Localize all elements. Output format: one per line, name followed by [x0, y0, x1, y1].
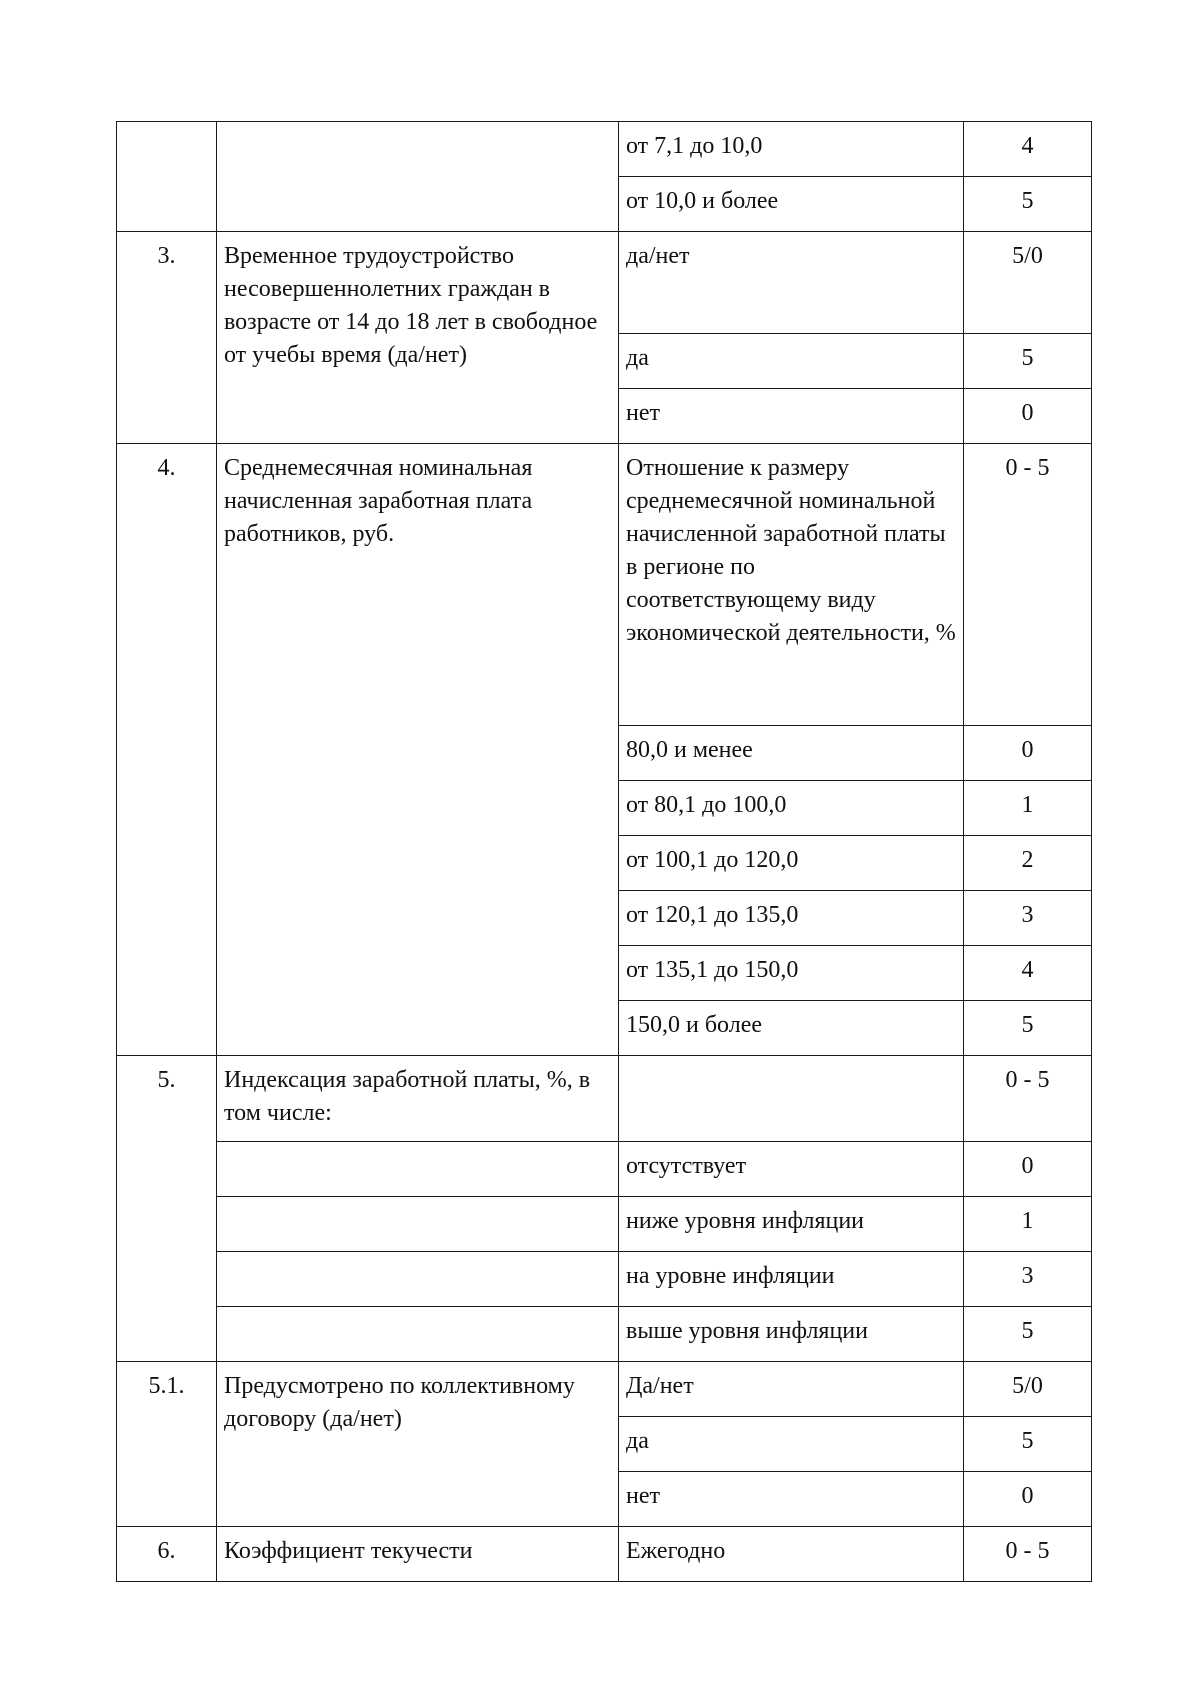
indicator-cell: Предусмотрено по коллективному договору (да/нет): [217, 1362, 619, 1527]
indicator-cell: [217, 1197, 619, 1252]
score-cell: 0 - 5: [964, 444, 1092, 726]
table-row: [117, 1307, 1092, 1362]
criterion-cell: да: [619, 1417, 964, 1472]
score-cell: 3: [964, 1252, 1092, 1307]
criterion-cell: Отношение к размеру среднемесячной номинальной начисленной заработной платы в регионе по соответствующему виду экономической деятельности, %: [619, 444, 964, 726]
criterion-cell: выше уровня инфляции: [619, 1307, 964, 1362]
table-row: [117, 232, 1092, 334]
score-cell: 5: [964, 177, 1092, 232]
criterion-cell: Ежегодно: [619, 1527, 964, 1582]
criterion-cell: отсутствует: [619, 1142, 964, 1197]
score-cell: 5/0: [964, 232, 1092, 334]
criterion-cell: [619, 1056, 964, 1142]
score-cell: 0 - 5: [964, 1056, 1092, 1142]
criterion-cell: от 7,1 до 10,0: [619, 122, 964, 177]
criterion-cell: 80,0 и менее: [619, 726, 964, 781]
score-cell: 0: [964, 1472, 1092, 1527]
criterion-cell: да/нет: [619, 232, 964, 334]
table-row: [117, 1056, 1092, 1142]
score-cell: 5: [964, 334, 1092, 389]
table-row: [117, 1252, 1092, 1307]
criterion-cell: Да/нет: [619, 1362, 964, 1417]
table-row: [117, 1197, 1092, 1252]
criterion-cell: от 120,1 до 135,0: [619, 891, 964, 946]
indicator-cell: Индексация заработной платы, %, в том числе:: [217, 1056, 619, 1142]
indicator-cell: [217, 1142, 619, 1197]
criterion-cell: 150,0 и более: [619, 1001, 964, 1056]
score-cell: 1: [964, 1197, 1092, 1252]
criterion-cell: от 100,1 до 120,0: [619, 836, 964, 891]
score-cell: 5: [964, 1417, 1092, 1472]
score-cell: 0: [964, 1142, 1092, 1197]
table-row: [117, 1527, 1092, 1582]
indicator-cell: [217, 1307, 619, 1362]
row-number-cell: 3.: [117, 232, 217, 444]
score-cell: 0: [964, 726, 1092, 781]
indicator-cell: [217, 122, 619, 232]
criterion-cell: от 80,1 до 100,0: [619, 781, 964, 836]
score-cell: 1: [964, 781, 1092, 836]
score-cell: 4: [964, 946, 1092, 1001]
row-number-cell: 6.: [117, 1527, 217, 1582]
criterion-cell: от 135,1 до 150,0: [619, 946, 964, 1001]
table-row: [117, 1362, 1092, 1417]
indicator-cell: Временное трудоустройство несовершеннолетних граждан в возрасте от 14 до 18 лет в свободное от учебы время (да/нет): [217, 232, 619, 444]
criteria-table: [116, 121, 1092, 1582]
table-row: [117, 1142, 1092, 1197]
row-number-cell: 5.1.: [117, 1362, 217, 1527]
score-cell: 0 - 5: [964, 1527, 1092, 1582]
score-cell: 2: [964, 836, 1092, 891]
criterion-cell: нет: [619, 389, 964, 444]
criterion-cell: нет: [619, 1472, 964, 1527]
criterion-cell: да: [619, 334, 964, 389]
score-cell: 5: [964, 1001, 1092, 1056]
score-cell: 5: [964, 1307, 1092, 1362]
row-number-cell: 5.: [117, 1056, 217, 1362]
indicator-cell: Среднемесячная номинальная начисленная заработная плата работников, руб.: [217, 444, 619, 1056]
score-cell: 0: [964, 389, 1092, 444]
score-cell: 5/0: [964, 1362, 1092, 1417]
row-number-cell: [117, 122, 217, 232]
score-cell: 3: [964, 891, 1092, 946]
indicator-cell: Коэффициент текучести: [217, 1527, 619, 1582]
table-row: [117, 444, 1092, 726]
table-row: [117, 122, 1092, 177]
indicator-cell: [217, 1252, 619, 1307]
criterion-cell: ниже уровня инфляции: [619, 1197, 964, 1252]
score-cell: 4: [964, 122, 1092, 177]
criterion-cell: от 10,0 и более: [619, 177, 964, 232]
row-number-cell: 4.: [117, 444, 217, 1056]
criterion-cell: на уровне инфляции: [619, 1252, 964, 1307]
